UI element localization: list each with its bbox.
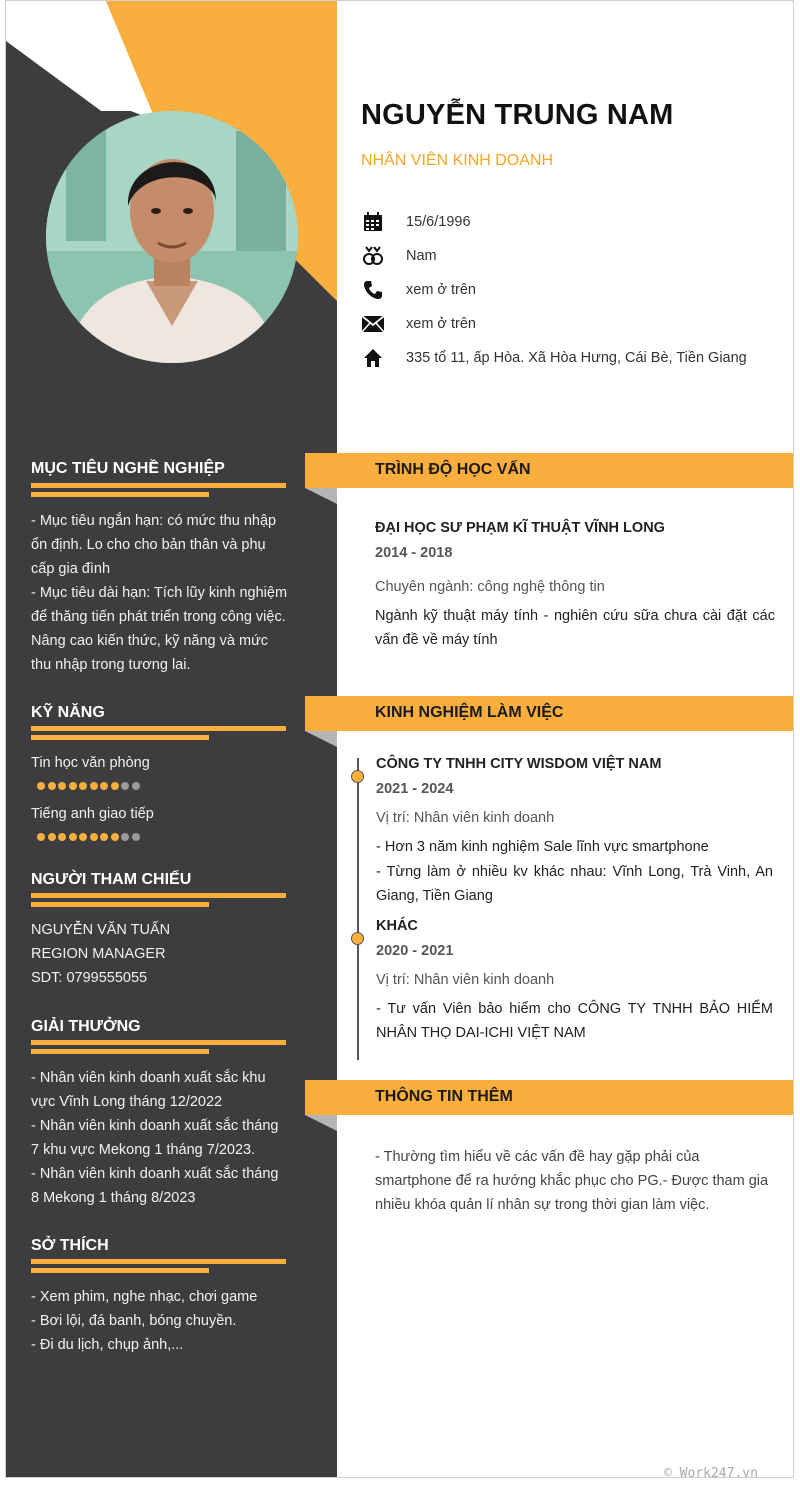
contact-address: [361, 341, 747, 375]
contact-birthdate: [361, 205, 747, 239]
awards-title: GIẢI THƯỞNG: [31, 1018, 141, 1035]
additional-title: THÔNG TIN THÊM: [375, 1088, 513, 1105]
references-underline-short: [31, 902, 209, 907]
rating-dot-filled: [100, 833, 108, 841]
rating-dot-empty: [121, 782, 129, 790]
contact-email: [361, 307, 747, 341]
watermark: © Work247.vn: [664, 1466, 758, 1481]
objective-underline: [31, 483, 286, 488]
job-position: Vị trí: Nhân viên kinh doanh: [376, 810, 555, 826]
rating-dot-filled: [69, 833, 77, 841]
full-name: NGUYỄN TRUNG NAM: [361, 99, 674, 131]
email-text: xem ở trên: [406, 316, 476, 332]
skills-title: KỸ NĂNG: [31, 704, 105, 721]
experience-header: [305, 696, 794, 731]
awards-underline: [31, 1040, 286, 1045]
birthdate-text: 15/6/1996: [406, 214, 471, 230]
rating-dot-filled: [58, 833, 66, 841]
skill-label-english: Tiếng anh giao tiếp: [31, 806, 154, 822]
hobbies-underline-short: [31, 1268, 209, 1273]
award-item: - Nhân viên kinh doanh xuất sắc tháng 8 Mekong 1 tháng 8/2023: [31, 1166, 279, 1206]
references-title: NGƯỜI THAM CHIẾU: [31, 871, 192, 888]
rating-dot-filled: [111, 833, 119, 841]
avatar: [46, 111, 298, 363]
rating-dot-empty: [121, 833, 129, 841]
rating-dot-empty: [132, 782, 140, 790]
school-name: ĐẠI HỌC SƯ PHẠM KĨ THUẬT VĨNH LONG: [375, 520, 665, 536]
objective-long-term: - Mục tiêu dài hạn: Tích lũy kinh nghiệm để thăng tiến phát triển trong công việc. Nâng cao kiến thức, kỹ năng và mức thu nhập trong tương lai.: [31, 585, 288, 673]
contact-phone: [361, 273, 747, 307]
rating-dot-filled: [37, 833, 45, 841]
timeline-line: [357, 758, 359, 1060]
job-detail: - Hơn 3 năm kinh nghiệm Sale lĩnh vực smartphone: [376, 839, 709, 855]
education-title: TRÌNH ĐỘ HỌC VẤN: [375, 461, 531, 478]
contact-gender: [361, 239, 747, 273]
job-period: 2021 - 2024: [376, 781, 454, 797]
job-position: Vị trí: Nhân viên kinh doanh: [376, 972, 555, 988]
address-text: 335 tổ 11, ấp Hòa. Xã Hòa Hưng, Cái Bè, Tiền Giang: [406, 350, 747, 366]
job-detail: - Từng làm ở nhiều kv khác nhau: Vĩnh Long, Trà Vinh, An Giang, Tiền Giang: [376, 864, 773, 904]
rating-dot-filled: [79, 782, 87, 790]
gender-text: Nam: [406, 248, 437, 264]
home-icon: [361, 346, 385, 370]
awards-text: [31, 1066, 289, 1210]
gender-icon: [361, 244, 385, 268]
education-header: [305, 453, 794, 488]
skills-underline-short: [31, 735, 209, 740]
cv-page: [5, 0, 794, 1478]
profile-photo: [46, 111, 298, 363]
hobbies-text: [31, 1285, 289, 1357]
skill-rating-english: [37, 833, 140, 841]
contact-list: [361, 205, 747, 375]
education-period: 2014 - 2018: [375, 545, 453, 561]
hobby-item: - Bơi lội, đá banh, bóng chuyền.: [31, 1313, 237, 1329]
rating-dot-filled: [111, 782, 119, 790]
objective-text: [31, 509, 289, 677]
additional-header: [305, 1080, 794, 1115]
reference-name: NGUYỄN VĂN TUẤN: [31, 922, 171, 938]
objective-underline-short: [31, 492, 209, 497]
references-underline: [31, 893, 286, 898]
job-period: 2020 - 2021: [376, 943, 454, 959]
mail-icon: [361, 312, 385, 336]
job-detail: - Tư vấn Viên bảo hiểm cho CÔNG TY TNHH BẢO HIỂM NHÂN THỌ DAI-ICHI VIỆT NAM: [376, 1001, 773, 1041]
education-description: Ngành kỹ thuật máy tính - nghiên cứu sữa chưa cài đặt các vấn đề về máy tính: [375, 608, 775, 648]
objective-short-term: - Mục tiêu ngắn hạn: có mức thu nhập ổn định. Lo cho cho bản thân và phụ cấp gia đình: [31, 513, 277, 577]
additional-text: - Thường tìm hiểu về các vấn đề hay gặp phải của smartphone để ra hướng khắc phục cho PG.- Được tham gia nhiều khóa quản lí nhân sự trong thời gian làm việc.: [375, 1149, 769, 1213]
rating-dot-empty: [132, 833, 140, 841]
rating-dot-filled: [37, 782, 45, 790]
rating-dot-filled: [79, 833, 87, 841]
phone-icon: [361, 278, 385, 302]
hobby-item: - Đi du lịch, chụp ảnh,...: [31, 1337, 184, 1353]
job-company: CÔNG TY TNHH CITY WISDOM VIỆT NAM: [376, 756, 662, 772]
rating-dot-filled: [48, 833, 56, 841]
timeline-dot: [351, 770, 364, 783]
calendar-icon: [361, 210, 385, 234]
award-item: - Nhân viên kinh doanh xuất sắc tháng 7 khu vực Mekong 1 tháng 7/2023.: [31, 1118, 279, 1158]
education-major: Chuyên ngành: công nghệ thông tin: [375, 579, 605, 595]
experience-title: KINH NGHIỆM LÀM VIỆC: [375, 704, 564, 721]
reference-phone: SDT: 0799555055: [31, 970, 148, 986]
rating-dot-filled: [100, 782, 108, 790]
hobby-item: - Xem phim, nghe nhạc, chơi game: [31, 1289, 258, 1305]
awards-underline-short: [31, 1049, 209, 1054]
job-company: KHÁC: [376, 918, 418, 934]
rating-dot-filled: [58, 782, 66, 790]
hobbies-underline: [31, 1259, 286, 1264]
rating-dot-filled: [90, 782, 98, 790]
references-text: [31, 918, 289, 990]
rating-dot-filled: [90, 833, 98, 841]
objective-title: MỤC TIÊU NGHỀ NGHIỆP: [31, 460, 225, 477]
rating-dot-filled: [48, 782, 56, 790]
job-title: NHÂN VIÊN KINH DOANH: [361, 152, 554, 169]
rating-dot-filled: [69, 782, 77, 790]
hobbies-title: SỞ THÍCH: [31, 1237, 109, 1254]
reference-role: REGION MANAGER: [31, 946, 166, 962]
skill-label-office: Tin học văn phòng: [31, 755, 150, 771]
skills-underline: [31, 726, 286, 731]
award-item: - Nhân viên kinh doanh xuất sắc khu vực Vĩnh Long tháng 12/2022: [31, 1070, 266, 1110]
timeline-dot: [351, 932, 364, 945]
phone-text: xem ở trên: [406, 282, 476, 298]
skill-rating-office: [37, 782, 140, 790]
